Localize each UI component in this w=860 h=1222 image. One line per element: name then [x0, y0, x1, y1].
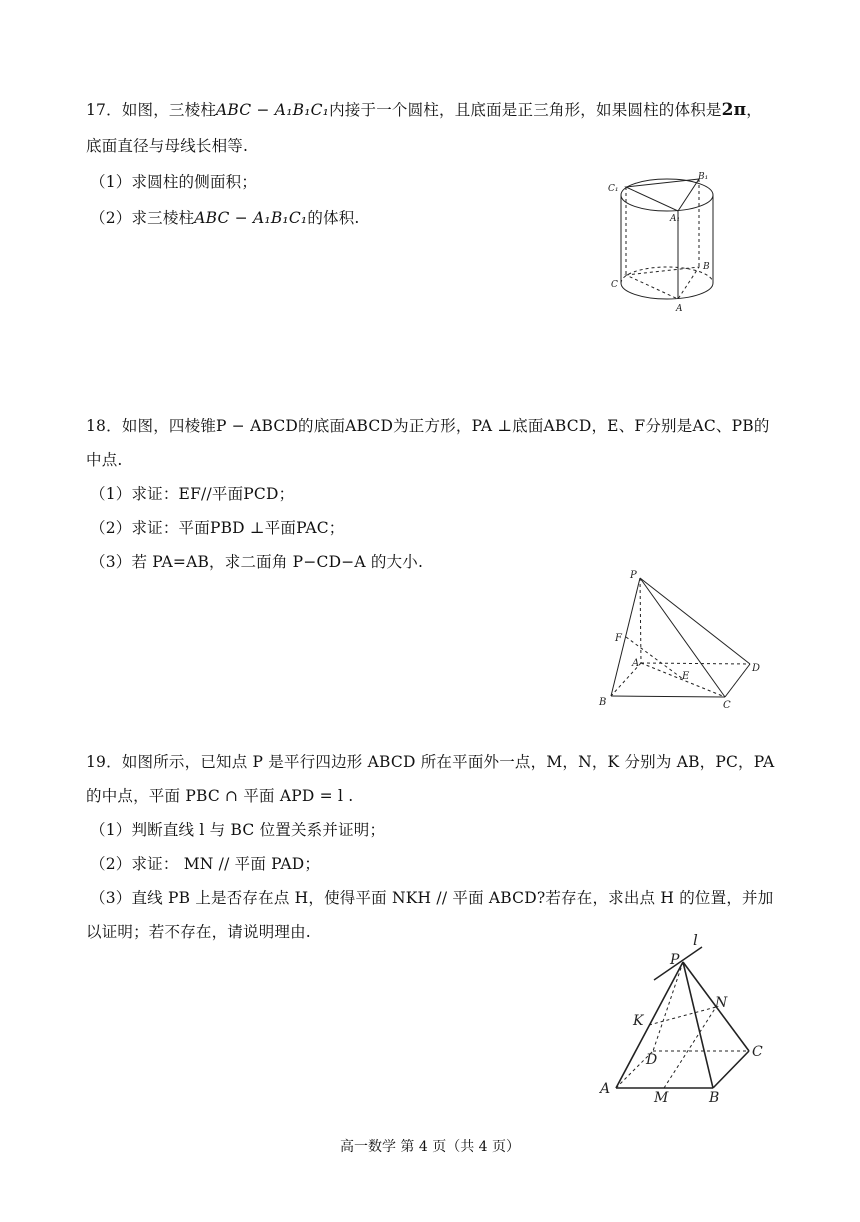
label-E: E — [682, 671, 690, 682]
label-B: B — [599, 697, 607, 708]
label-l: l — [693, 931, 698, 949]
q18-part2: （2）求证：平面PBD ⊥平面PAC； — [90, 519, 345, 537]
q17-part1: （1）求圆柱的侧面积； — [90, 173, 258, 191]
label-B: B — [709, 1090, 720, 1106]
label-D: D — [646, 1052, 658, 1068]
label-A: A — [600, 1081, 611, 1097]
label-P: P — [670, 952, 680, 968]
q18-part3: （3）若 PA=AB，求二面角 P−CD−A 的大小. — [90, 553, 424, 571]
page-footer: 高一数学 第 4 页（共 4 页） — [339, 1139, 521, 1155]
q18-pyramid-figure — [590, 565, 770, 715]
label-C: C — [752, 1044, 763, 1060]
q18-part1: （1）求证：EF//平面PCD； — [90, 485, 295, 503]
q19-part2: （2）求证： MN // 平面 PAD； — [90, 855, 321, 873]
label-C: C — [611, 280, 618, 290]
q18-line2: 中点. — [86, 451, 123, 469]
label-A1: A₁ — [670, 214, 681, 224]
q17-cylinder-figure — [600, 165, 730, 315]
label-C: C — [723, 700, 731, 711]
q17-part2: （2）求三棱柱ABC − A₁B₁C₁的体积. — [90, 209, 360, 227]
label-P: P — [630, 570, 637, 581]
label-A: A — [676, 304, 683, 314]
label-N: N — [715, 995, 728, 1011]
label-B: B — [703, 262, 710, 272]
q19-pyramid-figure — [594, 928, 774, 1108]
q19-part3: （3）直线 PB 上是否存在点 H，使得平面 NKH // 平面 ABCD?若存在，求出点 H 的位置，并加 — [90, 889, 774, 907]
label-F: F — [615, 633, 622, 644]
label-D: D — [752, 663, 761, 674]
q19-part3-cont: 以证明；若不存在，请说明理由. — [86, 923, 311, 941]
label-C1: C₁ — [608, 184, 619, 194]
label-A: A — [632, 658, 640, 669]
q17-line1: 17．如图，三棱柱ABC − A₁B₁C₁内接于一个圆柱，且底面是正三角形，如果圆柱的体积是2π， — [86, 100, 762, 120]
label-K: K — [633, 1013, 644, 1029]
q17-line2: 底面直径与母线长相等. — [86, 137, 249, 155]
q19-line2: 的中点，平面 PBC ∩ 平面 APD = l . — [86, 787, 354, 805]
q19-line1: 19．如图所示，已知点 P 是平行四边形 ABCD 所在平面外一点，M，N，K 分别为 AB，PC，PA — [86, 753, 775, 771]
q19-part1: （1）判断直线 l 与 BC 位置关系并证明； — [90, 821, 386, 839]
label-B1: B₁ — [698, 172, 709, 182]
label-M: M — [654, 1090, 669, 1106]
q18-line1: 18．如图，四棱锥P − ABCD的底面ABCD为正方形，PA ⊥底面ABCD，E、F分别是AC、PB的 — [86, 417, 770, 435]
